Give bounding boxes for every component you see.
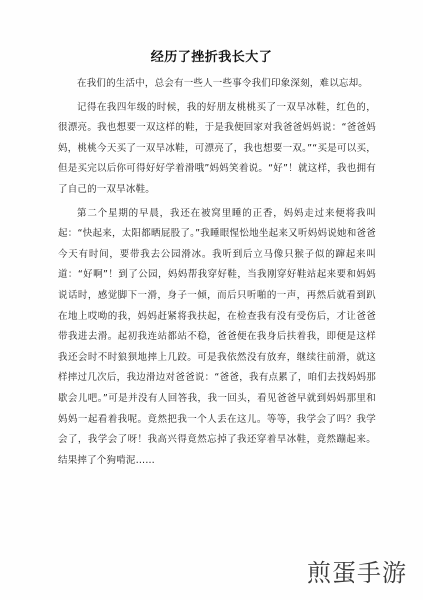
site-watermark: 煎蛋手游 [307, 559, 407, 587]
paragraph-learning-to-skate: 第二个星期的早晨，我还在被窝里睡的正香，妈妈走过来便将我叫起：“快起来，太阳都晒屁股了。”我睡眼惺忪地坐起来又听妈妈说她和爸爸今天有时间，要带我去公园滑冰。我听到后立马像只猴子似的蹿起来叫道：“好啊”！到了公园，妈妈帮我穿好鞋，当我刚穿好鞋站起来要和妈妈说话时，感觉脚下一滑，身子一倾，而后只听啪的一声，再然后就看到趴在地上哎呦的我，妈妈赶紧将我扶起，在检查我有没有受伤后，才让爸爸带我进去滑。起初我连站都站不稳，爸爸便在我身后扶着我，即便是这样我还会时不时狼狈地摔上几跤。可是我依然没有放弃，继续往前滑，就这样摔过几次后，我边滑边对爸爸说：“爸爸，我有点累了，咱们去找妈妈那歇会儿吧。”可是并没有人回答我，我一回头，看见爸爸早就到妈妈那里和妈妈一起看着我呢。竟然把我一个人丢在这儿。等等，我学会了吗？我学会了，我学会了呀！我高兴得竟然忘掉了我还穿着旱冰鞋，竟然蹦起来。结果摔了个狗啃泥…… [58, 207, 376, 466]
document-body [58, 74, 376, 474]
paragraph-buying-skates: 记得在我四年级的时候，我的好朋友桃桃买了一双旱冰鞋，红色的，很漂亮。我也想要一双这样的鞋，于是我便回家对我爸爸妈妈说：“爸爸妈妈，桃桃今天买了一双旱冰鞋，可漂亮了，我也想要一双。”“买是可以买，但是买完以后你可得好好学着滑哦”妈妈笑着说。“好”！就这样，我也拥有了自己的一双旱冰鞋。 [58, 101, 376, 195]
document-title: 经历了挫折我长大了 [150, 50, 273, 65]
paragraph-intro: 在我们的生活中，总会有一些人一些事令我们印象深刻，难以忘却。 [77, 78, 369, 89]
